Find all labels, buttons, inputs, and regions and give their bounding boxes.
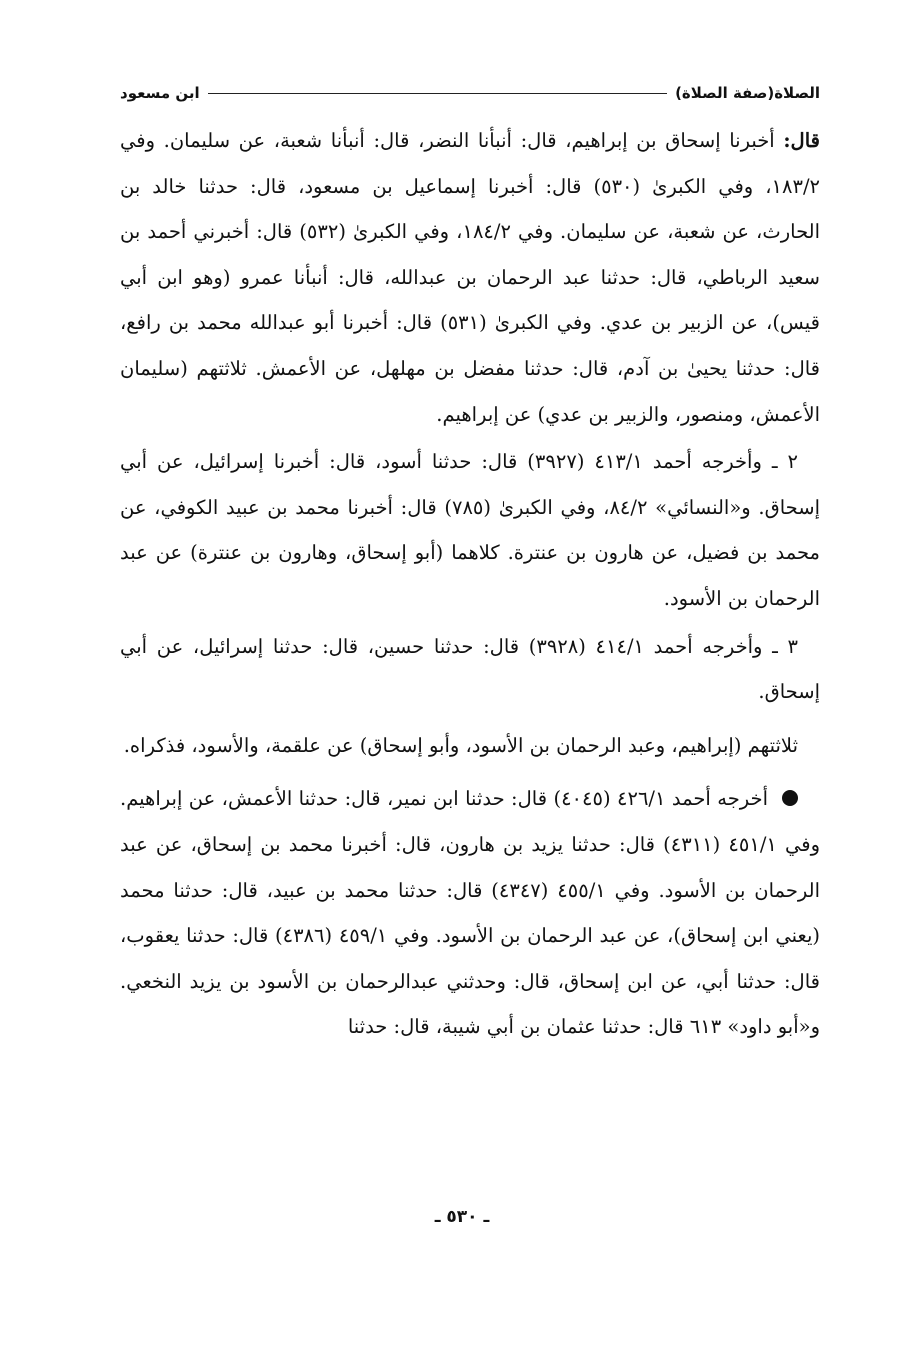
header-chapter-title: الصلاة(صفة الصلاة): [675, 84, 820, 102]
bullet-icon: [782, 790, 798, 806]
paragraph-3: ٣ ـ وأخرجه أحمد ٤١٤/١ (٣٩٢٨) قال: حدثنا حسين، قال: حدثنا إسرائيل، عن أبي إسحاق.: [120, 634, 820, 704]
paragraph-1-text: أخبرنا إسحاق بن إبراهيم، قال: أنبأنا النضر، قال: أنبأنا شعبة، عن سليمان. وفي ١٨٣/٢، وفي الكبرىٰ (٥٣٠) قال: أخبرنا إسماعيل بن مسعود، قال: حدثنا خالد بن الحارث، عن شعبة، عن سليمان. وفي ١٨٤/٢، وفي الكبرىٰ (٥٣٢) قال: أخبرني أحمد بن سعيد الرباطي، قال: حدثنا عبد الرحمان بن عبدالله، قال: أنبأنا عمرو (وهو ابن أبي قيس)، عن الزبير بن عدي. وفي الكبرىٰ (٥٣١) قال: أخبرنا أبو عبدالله محمد بن رافع، قال: حدثنا يحيىٰ بن آدم، قال: حدثنا مفضل بن مهلهل، عن الأعمش. ثلاثتهم (سليمان الأعمش، ومنصور، والزبير بن عدي) عن إبراهيم.: [120, 129, 821, 426]
paragraph-1: [120, 118, 820, 437]
paragraph-5-text: أخرجه أحمد ٤٢٦/١ (٤٠٤٥) قال: حدثنا ابن نمير، قال: حدثنا الأعمش، عن إبراهيم. وفي ٤٥١/١ (٤٣١١) قال: حدثنا يزيد بن هارون، قال: أخبرنا محمد بن إسحاق، عن عبد الرحمان بن الأسود. وفي ٤٥٥/١ (٤٣٤٧) قال: حدثنا محمد بن عبيد، قال: حدثنا محمد (يعني ابن إسحاق)، عن عبد الرحمان بن الأسود. وفي ٤٥٩/١ (٤٣٨٦) قال: حدثنا يعقوب، قال: حدثنا أبي، عن ابن إسحاق، قال: وحدثني عبدالرحمان بن الأسود بن يزيد النخعي. و«أبو داود» ٦١٣ قال: حدثنا عثمان بن أبي شيبة، قال: حدثنا: [120, 787, 821, 1039]
paragraph-5: [120, 776, 820, 1050]
header-narrator-name: ابن مسعود: [120, 84, 200, 102]
paragraph-2: ٢ ـ وأخرجه أحمد ٤١٣/١ (٣٩٢٧) قال: حدثنا أسود، قال: أخبرنا إسرائيل، عن أبي إسحاق. و«النسائي» ٨٤/٢، وفي الكبرىٰ (٧٨٥) قال: أخبرنا محمد بن عبيد الكوفي، عن محمد بن فضيل، عن هارون بن عنترة. كلاهما (أبو إسحاق، وهارون بن عنترة) عن عبد الرحمان بن الأسود.: [120, 450, 820, 610]
body-text: [120, 118, 820, 1050]
paragraph-4: ثلاثتهم (إبراهيم، وعبد الرحمان بن الأسود، وأبو إسحاق) عن علقمة، والأسود، فذكراه.: [123, 733, 798, 757]
page-number: ـ ٥٣٠ ـ: [434, 1207, 490, 1227]
running-header: [120, 80, 820, 106]
paragraph-1-lead: قال:: [783, 129, 820, 152]
header-rule: [208, 93, 667, 94]
